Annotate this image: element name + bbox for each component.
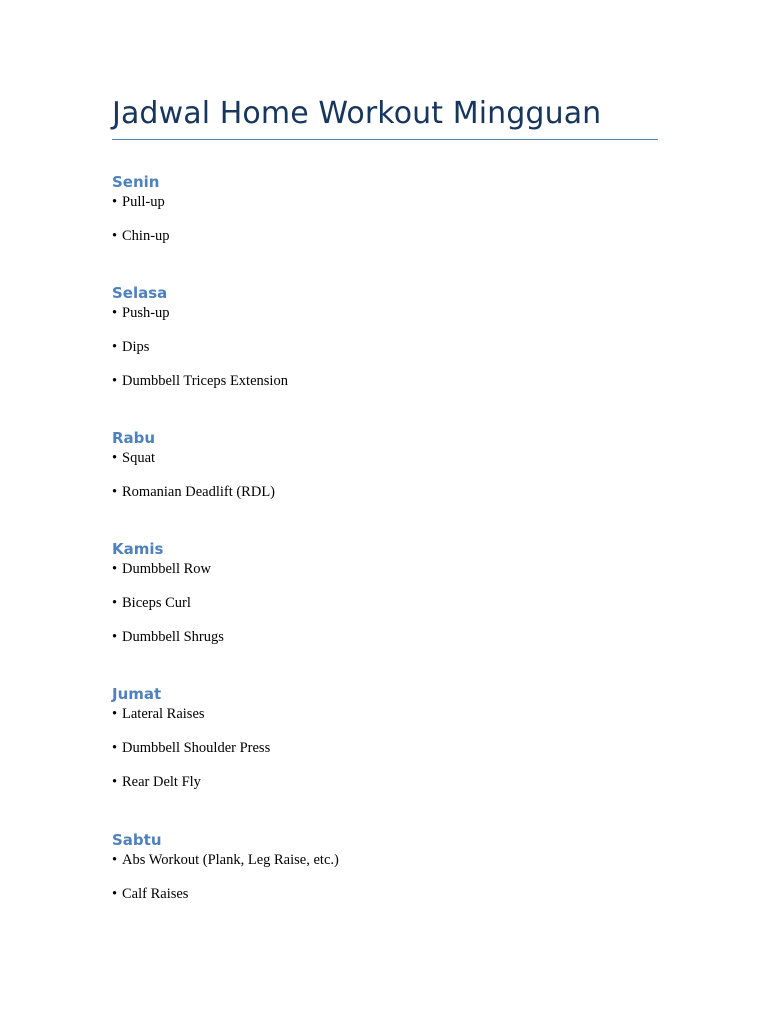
exercise-label: Calf Raises [122, 886, 189, 902]
bullet-icon: • [112, 450, 118, 466]
exercise-label: Dips [122, 339, 150, 355]
exercise-list [112, 704, 658, 792]
bullet-icon: • [112, 595, 118, 611]
bullet-icon: • [112, 629, 118, 645]
exercise-label: Dumbbell Row [122, 561, 212, 577]
day-heading: Kamis [112, 540, 164, 558]
title-underline [112, 139, 658, 140]
list-item [112, 850, 658, 870]
bullet-icon: • [112, 305, 118, 321]
bullet-icon: • [112, 886, 118, 902]
bullet-icon: • [112, 774, 118, 790]
bullet-icon: • [112, 194, 118, 210]
list-item [112, 559, 658, 579]
exercise-label: Lateral Raises [122, 706, 205, 722]
day-heading: Senin [112, 173, 160, 191]
exercise-label: Chin-up [122, 228, 170, 244]
exercise-list [112, 559, 658, 647]
day-section-kamis [112, 539, 658, 661]
exercise-list [112, 192, 658, 246]
exercise-list [112, 850, 658, 904]
list-item [112, 627, 658, 647]
exercise-list [112, 448, 658, 502]
list-item [112, 593, 658, 613]
list-item [112, 192, 658, 212]
exercise-label: Push-up [122, 305, 170, 321]
bullet-icon: • [112, 228, 118, 244]
exercise-label: Dumbbell Shoulder Press [122, 740, 271, 756]
list-item [112, 482, 658, 502]
day-section-rabu [112, 428, 658, 516]
list-item [112, 303, 658, 323]
exercise-label: Dumbbell Triceps Extension [122, 373, 288, 389]
day-heading: Sabtu [112, 831, 162, 849]
bullet-icon: • [112, 852, 118, 868]
exercise-label: Romanian Deadlift (RDL) [122, 484, 276, 500]
list-item [112, 337, 658, 357]
exercise-label: Abs Workout (Plank, Leg Raise, etc.) [122, 852, 339, 868]
list-item [112, 772, 658, 792]
bullet-icon: • [112, 339, 118, 355]
exercise-label: Pull-up [122, 194, 165, 210]
bullet-icon: • [112, 706, 118, 722]
bullet-icon: • [112, 561, 118, 577]
list-item [112, 226, 658, 246]
list-item [112, 448, 658, 468]
exercise-label: Rear Delt Fly [122, 774, 201, 790]
exercise-label: Dumbbell Shrugs [122, 629, 224, 645]
day-heading: Selasa [112, 284, 168, 302]
day-section-sabtu [112, 830, 658, 918]
day-heading: Rabu [112, 429, 156, 447]
day-section-jumat [112, 684, 658, 806]
exercise-label: Biceps Curl [122, 595, 191, 611]
bullet-icon: • [112, 484, 118, 500]
page-title: Jadwal Home Workout Mingguan [112, 96, 602, 131]
list-item [112, 704, 658, 724]
exercise-label: Squat [122, 450, 156, 466]
day-section-selasa [112, 283, 658, 405]
day-section-senin [112, 172, 658, 260]
list-item [112, 884, 658, 904]
bullet-icon: • [112, 740, 118, 756]
list-item [112, 371, 658, 391]
day-heading: Jumat [112, 685, 162, 703]
bullet-icon: • [112, 373, 118, 389]
exercise-list [112, 303, 658, 391]
list-item [112, 738, 658, 758]
